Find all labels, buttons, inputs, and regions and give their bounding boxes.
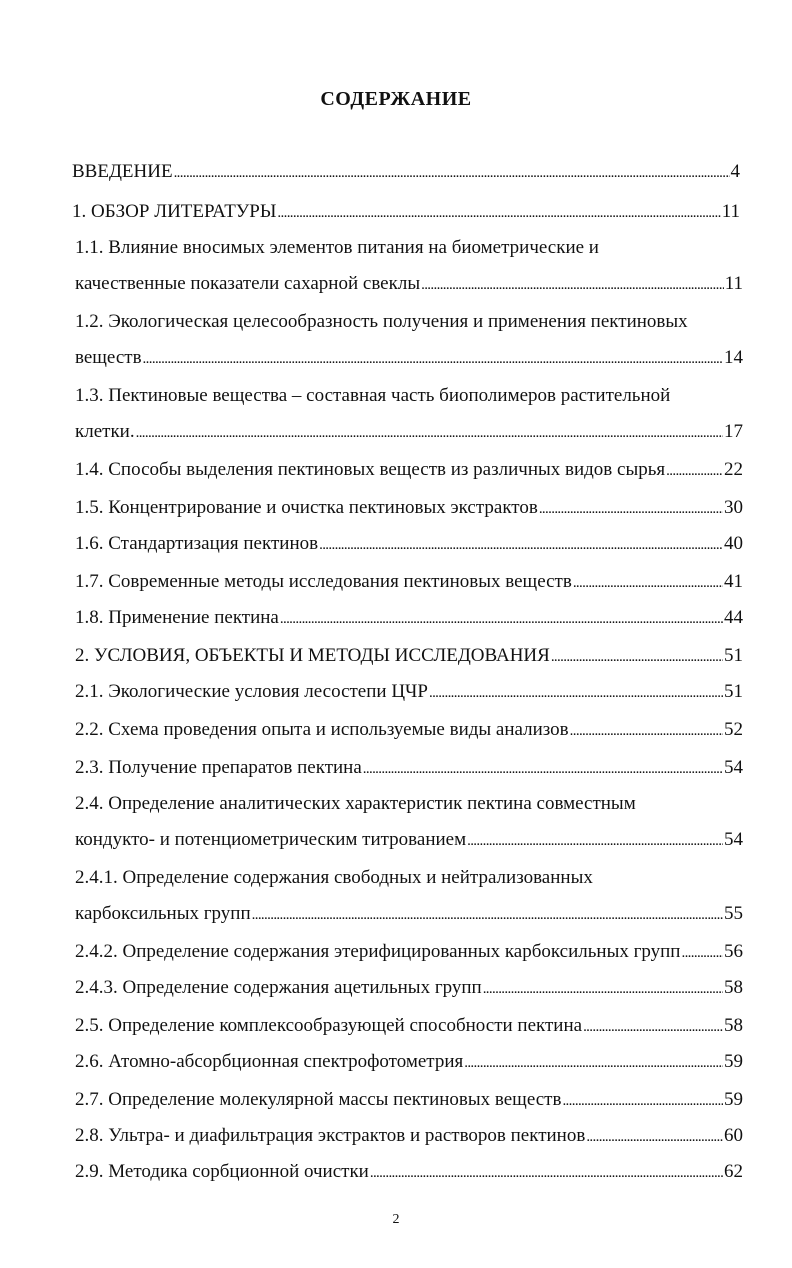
toc-entry[interactable] (72, 1124, 743, 1148)
toc-entry-title: качественные показатели сахарной свеклы (75, 273, 421, 294)
toc-entry-page: 59 (724, 1051, 743, 1072)
toc-entry-title: 2.5. Определение комплексообразующей способности пектина (75, 1015, 583, 1036)
toc-entry-page: 4 (730, 161, 740, 182)
toc-entry[interactable] (72, 160, 740, 184)
toc-entry-title: 2.6. Атомно-абсорбционная спектрофотометрия (75, 1051, 464, 1072)
toc-entry-page: 56 (724, 941, 743, 962)
toc-entry[interactable] (72, 200, 740, 224)
toc-entry[interactable] (72, 1088, 743, 1112)
toc-entry[interactable] (72, 940, 743, 964)
toc-entry-page: 40 (724, 533, 743, 554)
toc-entry-title: 1.5. Концентрирование и очистка пектиновых экстрактов (75, 497, 538, 518)
toc-entry-page: 44 (724, 607, 743, 628)
toc-entry-title: клетки. (75, 421, 135, 442)
toc-entry[interactable] (72, 902, 743, 926)
toc-entry-page: 59 (724, 1089, 743, 1110)
toc-entry[interactable] (72, 828, 743, 852)
toc-entry[interactable] (72, 272, 743, 296)
toc-entry-page: 55 (724, 903, 743, 924)
toc-entry-title: ВВЕДЕНИЕ (72, 161, 173, 182)
toc-entry[interactable] (72, 570, 743, 594)
toc-entry[interactable] (72, 496, 743, 520)
toc-entry-page: 51 (724, 645, 743, 666)
toc-entry-title: 1.8. Применение пектина (75, 607, 279, 628)
toc-entry-title: 1.4. Способы выделения пектиновых веществ из различных видов сырья (75, 459, 666, 480)
page-title: СОДЕРЖАНИЕ (320, 88, 472, 110)
toc-entry[interactable] (72, 756, 743, 780)
toc-entry[interactable] (72, 458, 743, 482)
toc-entry-title: 2.7. Определение молекулярной массы пектиновых веществ (75, 1089, 562, 1110)
toc-entry-page: 58 (724, 977, 743, 998)
toc-entry-page: 54 (724, 829, 743, 850)
toc-entry-title: 2.3. Получение препаратов пектина (75, 757, 362, 778)
toc-entry-line1[interactable]: 1.3. Пектиновые вещества – составная часть биополимеров растительной (75, 385, 671, 406)
toc-entry[interactable] (72, 1014, 743, 1038)
toc-entry-title: веществ (75, 347, 142, 368)
toc-entry[interactable] (72, 606, 743, 630)
toc-entry-page: 30 (724, 497, 743, 518)
toc-entry-page: 52 (724, 719, 743, 740)
toc-entry-title: 1.7. Современные методы исследования пектиновых веществ (75, 571, 572, 592)
toc-entry-page: 22 (724, 459, 743, 480)
toc-entry[interactable] (72, 680, 743, 704)
toc-entry-title: 1.6. Стандартизация пектинов (75, 533, 319, 554)
toc-entry-line1[interactable]: 1.2. Экологическая целесообразность получения и применения пектиновых (75, 311, 688, 332)
toc-entry-page: 11 (724, 273, 743, 294)
toc-entry-line1[interactable]: 2.4. Определение аналитических характеристик пектина совместным (75, 793, 636, 814)
toc-entry-title: 2.8. Ультра- и диафильтрация экстрактов и растворов пектинов (75, 1125, 586, 1146)
toc-entry[interactable] (72, 346, 743, 370)
page-number: 2 (392, 1212, 400, 1227)
toc-entry-title: 2.4.3. Определение содержания ацетильных групп (75, 977, 482, 998)
toc-entry[interactable] (72, 420, 743, 444)
toc-entry-page: 41 (724, 571, 743, 592)
toc-entry[interactable] (72, 532, 743, 556)
toc-entry-title: 2.2. Схема проведения опыта и используемые виды анализов (75, 719, 569, 740)
toc-entry-page: 58 (724, 1015, 743, 1036)
toc-entry-page: 17 (724, 421, 743, 442)
toc-entry[interactable] (72, 1050, 743, 1074)
toc-entry-title: 1. ОБЗОР ЛИТЕРАТУРЫ (72, 201, 277, 222)
toc-entry-page: 51 (724, 681, 743, 702)
toc-entry-title: 2.9. Методика сорбционной очистки (75, 1161, 369, 1182)
toc-entry[interactable] (72, 644, 743, 668)
toc-entry-title: карбоксильных групп (75, 903, 251, 924)
toc-entry-title: 2. УСЛОВИЯ, ОБЪЕКТЫ И МЕТОДЫ ИССЛЕДОВАНИЯ (75, 645, 550, 666)
toc-entry-line1[interactable]: 1.1. Влияние вносимых элементов питания на биометрические и (75, 237, 599, 258)
toc-entry-page: 60 (724, 1125, 743, 1146)
toc-entry-page: 54 (724, 757, 743, 778)
toc-entry-title: кондукто- и потенциометрическим титрованием (75, 829, 467, 850)
toc-entry-line1[interactable]: 2.4.1. Определение содержания свободных и нейтрализованных (75, 867, 593, 888)
toc-entry-page: 14 (724, 347, 743, 368)
toc-entry[interactable] (72, 1160, 743, 1184)
toc-entry-title: 2.4.2. Определение содержания этерифицированных карбоксильных групп (75, 941, 681, 962)
toc-entry[interactable] (72, 718, 743, 742)
toc-entry[interactable] (72, 976, 743, 1000)
toc-entry-page: 11 (721, 201, 740, 222)
toc-entry-page: 62 (724, 1161, 743, 1182)
toc-entry-title: 2.1. Экологические условия лесостепи ЦЧР (75, 681, 428, 702)
